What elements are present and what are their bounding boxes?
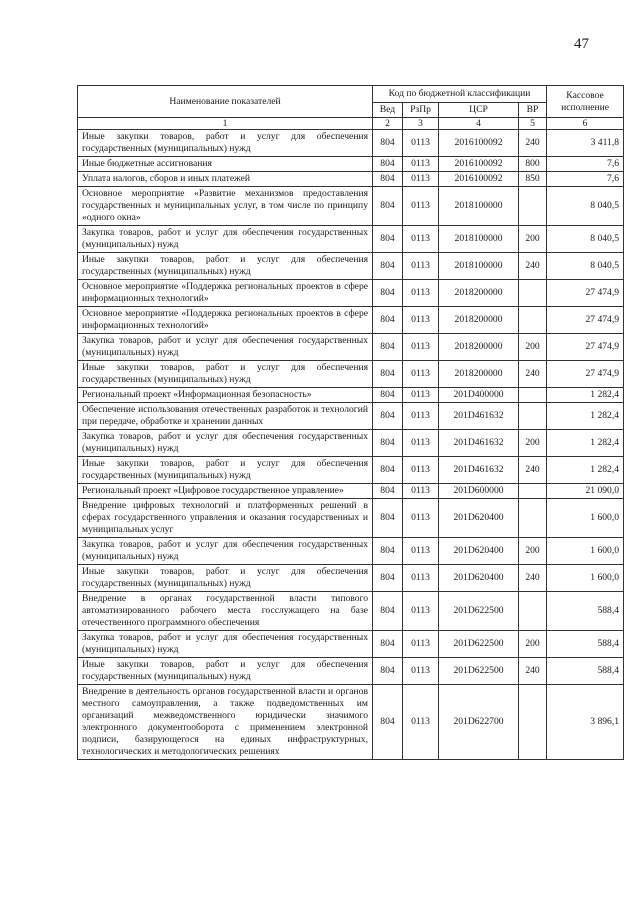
cell-ved: 804	[373, 403, 403, 430]
cell-vr: 240	[519, 361, 547, 388]
cell-csr: 2018200000	[439, 307, 519, 334]
cell-csr: 201D622500	[439, 592, 519, 631]
cell-vr: 240	[519, 658, 547, 685]
cell-name: Региональный проект «Информационная безопасность»	[78, 388, 373, 403]
cell-vr	[519, 499, 547, 538]
table-row	[78, 403, 624, 430]
cell-rzpr: 0113	[403, 226, 439, 253]
cell-name: Иные закупки товаров, работ и услуг для обеспечения государственных (муниципальных) нужд	[78, 253, 373, 280]
header-rzpr: РзПр	[403, 103, 439, 118]
cell-vr: 800	[519, 157, 547, 172]
cell-ved: 804	[373, 457, 403, 484]
cell-csr: 2018100000	[439, 253, 519, 280]
cell-rzpr: 0113	[403, 187, 439, 226]
cell-rzpr: 0113	[403, 361, 439, 388]
cell-amount: 1 600,0	[547, 499, 624, 538]
column-number: 1	[78, 118, 373, 130]
cell-amount: 8 040,5	[547, 226, 624, 253]
cell-ved: 804	[373, 631, 403, 658]
cell-vr	[519, 388, 547, 403]
page-number: 47	[574, 36, 589, 52]
cell-name: Иные закупки товаров, работ и услуг для обеспечения государственных (муниципальных) нужд	[78, 361, 373, 388]
cell-amount: 1 600,0	[547, 538, 624, 565]
table-body	[78, 130, 624, 760]
cell-name: Внедрение цифровых технологий и платформенных решений в сферах государственного управления и оказания государственных и муниципальных услуг	[78, 499, 373, 538]
table-row	[78, 538, 624, 565]
cell-rzpr: 0113	[403, 307, 439, 334]
cell-rzpr: 0113	[403, 157, 439, 172]
table-row	[78, 226, 624, 253]
table-row	[78, 172, 624, 187]
cell-vr: 200	[519, 631, 547, 658]
cell-rzpr: 0113	[403, 334, 439, 361]
cell-amount: 3 411,8	[547, 130, 624, 157]
cell-rzpr: 0113	[403, 388, 439, 403]
cell-name: Закупка товаров, работ и услуг для обеспечения государственных (муниципальных) нужд	[78, 631, 373, 658]
header-ved: Вед	[373, 103, 403, 118]
header-amount: Кассовое исполнение	[547, 86, 624, 118]
cell-rzpr: 0113	[403, 484, 439, 499]
cell-rzpr: 0113	[403, 172, 439, 187]
cell-ved: 804	[373, 187, 403, 226]
cell-name: Основное мероприятие «Развитие механизмов предоставления государственных и муниципальных услуг, в том числе по принципу «одного окна»	[78, 187, 373, 226]
cell-ved: 804	[373, 280, 403, 307]
column-number: 3	[403, 118, 439, 130]
cell-vr	[519, 592, 547, 631]
cell-name: Уплата налогов, сборов и иных платежей	[78, 172, 373, 187]
cell-amount: 8 040,5	[547, 253, 624, 280]
cell-ved: 804	[373, 388, 403, 403]
header-name: Наименование показателей	[78, 86, 373, 118]
header-code-group: Код по бюджетной классификации	[373, 86, 547, 103]
cell-ved: 804	[373, 253, 403, 280]
cell-vr: 240	[519, 457, 547, 484]
table-row	[78, 157, 624, 172]
cell-name: Закупка товаров, работ и услуг для обеспечения государственных (муниципальных) нужд	[78, 226, 373, 253]
cell-vr	[519, 307, 547, 334]
cell-name: Внедрение в деятельность органов государственной власти и органов местного самоуправления, а также подведомственных им организаций межведомственного юридически значимого электронного документооборота с применением электронной подписи, базирующегося на единых инфраструктурных, технологических и методологических решениях	[78, 685, 373, 760]
table-row	[78, 307, 624, 334]
cell-csr: 201D600000	[439, 484, 519, 499]
cell-name: Основное мероприятие «Поддержка региональных проектов в сфере информационных технологий»	[78, 307, 373, 334]
column-number: 4	[439, 118, 519, 130]
cell-csr: 201D620400	[439, 565, 519, 592]
cell-amount: 8 040,5	[547, 187, 624, 226]
cell-rzpr: 0113	[403, 430, 439, 457]
cell-name: Закупка товаров, работ и услуг для обеспечения государственных (муниципальных) нужд	[78, 430, 373, 457]
cell-rzpr: 0113	[403, 457, 439, 484]
cell-csr: 201D622500	[439, 631, 519, 658]
cell-csr: 2018200000	[439, 280, 519, 307]
cell-ved: 804	[373, 430, 403, 457]
cell-amount: 588,4	[547, 658, 624, 685]
cell-name: Иные закупки товаров, работ и услуг для обеспечения государственных (муниципальных) нужд	[78, 658, 373, 685]
cell-vr: 240	[519, 565, 547, 592]
table-row	[78, 457, 624, 484]
cell-csr: 2016100092	[439, 157, 519, 172]
table-row	[78, 253, 624, 280]
cell-csr: 2016100092	[439, 130, 519, 157]
cell-rzpr: 0113	[403, 565, 439, 592]
cell-vr: 240	[519, 130, 547, 157]
cell-amount: 3 896,1	[547, 685, 624, 760]
cell-amount: 21 090,0	[547, 484, 624, 499]
cell-csr: 201D461632	[439, 457, 519, 484]
cell-name: Иные бюджетные ассигнования	[78, 157, 373, 172]
cell-name: Иные закупки товаров, работ и услуг для обеспечения государственных (муниципальных) нужд	[78, 565, 373, 592]
cell-amount: 588,4	[547, 592, 624, 631]
cell-ved: 804	[373, 565, 403, 592]
cell-vr: 240	[519, 253, 547, 280]
cell-amount: 27 474,9	[547, 280, 624, 307]
cell-name: Закупка товаров, работ и услуг для обеспечения государственных (муниципальных) нужд	[78, 334, 373, 361]
cell-csr: 2018100000	[439, 226, 519, 253]
cell-amount: 1 600,0	[547, 565, 624, 592]
cell-ved: 804	[373, 658, 403, 685]
table-row	[78, 631, 624, 658]
column-number: 6	[547, 118, 624, 130]
table-row	[78, 484, 624, 499]
cell-ved: 804	[373, 592, 403, 631]
cell-csr: 201D461632	[439, 430, 519, 457]
cell-amount: 588,4	[547, 631, 624, 658]
table-row	[78, 565, 624, 592]
cell-ved: 804	[373, 172, 403, 187]
cell-rzpr: 0113	[403, 403, 439, 430]
table-row	[78, 280, 624, 307]
table-row	[78, 187, 624, 226]
cell-rzpr: 0113	[403, 499, 439, 538]
table-row	[78, 499, 624, 538]
cell-ved: 804	[373, 484, 403, 499]
cell-vr	[519, 484, 547, 499]
cell-name: Иные закупки товаров, работ и услуг для обеспечения государственных (муниципальных) нужд	[78, 457, 373, 484]
cell-csr: 2018100000	[439, 187, 519, 226]
cell-csr: 201D620400	[439, 538, 519, 565]
cell-amount: 1 282,4	[547, 388, 624, 403]
cell-rzpr: 0113	[403, 631, 439, 658]
cell-ved: 804	[373, 499, 403, 538]
cell-rzpr: 0113	[403, 538, 439, 565]
cell-csr: 201D622700	[439, 685, 519, 760]
cell-amount: 27 474,9	[547, 307, 624, 334]
cell-amount: 27 474,9	[547, 334, 624, 361]
cell-ved: 804	[373, 538, 403, 565]
cell-rzpr: 0113	[403, 658, 439, 685]
table-row	[78, 130, 624, 157]
cell-name: Основное мероприятие «Поддержка региональных проектов в сфере информационных технологий»	[78, 280, 373, 307]
cell-ved: 804	[373, 130, 403, 157]
cell-amount: 1 282,4	[547, 457, 624, 484]
cell-rzpr: 0113	[403, 280, 439, 307]
cell-csr: 201D400000	[439, 388, 519, 403]
table-row	[78, 592, 624, 631]
cell-rzpr: 0113	[403, 592, 439, 631]
cell-csr: 2018200000	[439, 361, 519, 388]
header-csr: ЦСР	[439, 103, 519, 118]
budget-table	[77, 85, 624, 760]
cell-rzpr: 0113	[403, 685, 439, 760]
cell-ved: 804	[373, 226, 403, 253]
table-row	[78, 388, 624, 403]
cell-vr	[519, 187, 547, 226]
table-row	[78, 685, 624, 760]
table-row	[78, 430, 624, 457]
cell-vr	[519, 280, 547, 307]
column-number: 2	[373, 118, 403, 130]
cell-amount: 27 474,9	[547, 361, 624, 388]
cell-csr: 201D622500	[439, 658, 519, 685]
table-row	[78, 658, 624, 685]
cell-name: Внедрение в органах государственной власти типового автоматизированного рабочего места госслужащего на базе отечественного программного обеспечения	[78, 592, 373, 631]
cell-csr: 201D461632	[439, 403, 519, 430]
table-row	[78, 361, 624, 388]
column-number: 5	[519, 118, 547, 130]
cell-name: Закупка товаров, работ и услуг для обеспечения государственных (муниципальных) нужд	[78, 538, 373, 565]
cell-amount: 1 282,4	[547, 430, 624, 457]
cell-vr	[519, 685, 547, 760]
cell-vr: 200	[519, 538, 547, 565]
cell-csr: 2016100092	[439, 172, 519, 187]
cell-vr	[519, 403, 547, 430]
cell-name: Обеспечение использования отечественных разработок и технологий при передаче, обработке и хранении данных	[78, 403, 373, 430]
table-header	[78, 86, 624, 130]
cell-ved: 804	[373, 334, 403, 361]
cell-amount: 7,6	[547, 172, 624, 187]
cell-name: Иные закупки товаров, работ и услуг для обеспечения государственных (муниципальных) нужд	[78, 130, 373, 157]
cell-name: Региональный проект «Цифровое государственное управление»	[78, 484, 373, 499]
cell-ved: 804	[373, 685, 403, 760]
column-number-row	[78, 118, 624, 130]
cell-amount: 1 282,4	[547, 403, 624, 430]
cell-vr: 200	[519, 226, 547, 253]
table-row	[78, 334, 624, 361]
cell-csr: 201D620400	[439, 499, 519, 538]
cell-vr: 200	[519, 334, 547, 361]
cell-vr: 200	[519, 430, 547, 457]
cell-ved: 804	[373, 307, 403, 334]
cell-rzpr: 0113	[403, 130, 439, 157]
cell-ved: 804	[373, 157, 403, 172]
cell-rzpr: 0113	[403, 253, 439, 280]
header-vr: ВР	[519, 103, 547, 118]
cell-vr: 850	[519, 172, 547, 187]
cell-amount: 7,6	[547, 157, 624, 172]
cell-csr: 2018200000	[439, 334, 519, 361]
cell-ved: 804	[373, 361, 403, 388]
